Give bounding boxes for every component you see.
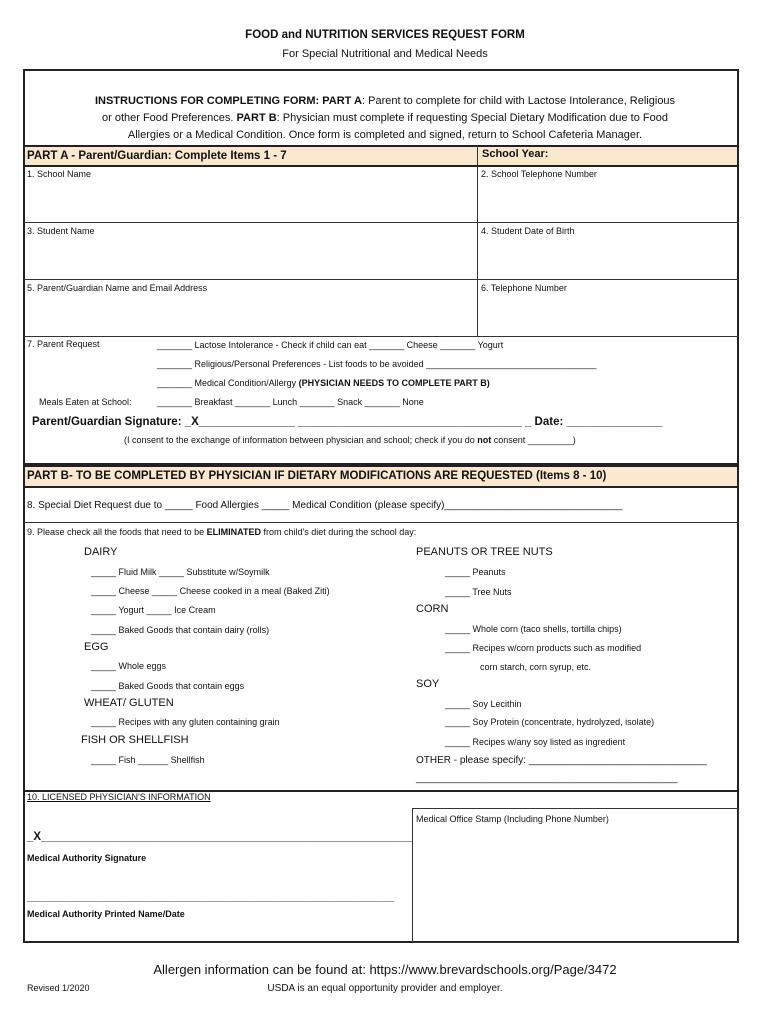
lactose-option[interactable]: _______ Lactose Intolerance - Check if child can eat _______ Cheese _______ Yogurt — [157, 340, 504, 350]
physician-printed-label: Medical Authority Printed Name/Date — [27, 909, 185, 919]
form-subtitle: For Special Nutritional and Medical Needs — [282, 48, 488, 60]
part-a-ref: PART A — [322, 95, 362, 107]
revised-date: Revised 1/2020 — [27, 983, 90, 993]
usda-statement: USDA is an equal opportunity provider and employer. — [267, 983, 503, 994]
corn-heading: CORN — [416, 603, 449, 615]
corn-item-2[interactable]: _____ Recipes w/corn products such as modified — [445, 643, 642, 653]
instructions-line2-start: or other Food Preferences. — [102, 112, 234, 124]
other-specify-line2[interactable]: _______________________________________________ — [416, 773, 678, 784]
consent-text-start: (I consent to the exchange of information between physician and school; check if you do — [124, 435, 478, 445]
wheat-item-1[interactable]: _____ Recipes with any gluten containing grain — [91, 717, 280, 727]
physician-signature-line[interactable]: _X__________________________________________________________ — [27, 831, 413, 843]
fish-item-1[interactable]: _____ Fish ______ Shellfish — [91, 755, 205, 765]
consent-not: not — [477, 435, 492, 445]
item9-start: 9. Please check all the foods that need to be — [27, 527, 207, 537]
dairy-heading: DAIRY — [84, 546, 118, 558]
physician-signature-label: Medical Authority Signature — [27, 853, 147, 863]
dairy-item-1[interactable]: _____ Fluid Milk _____ Substitute w/Soymilk — [91, 567, 270, 577]
school-name-field[interactable]: 1. School Name — [27, 169, 92, 179]
soy-item-3[interactable]: _____ Recipes w/any soy listed as ingredient — [445, 737, 626, 747]
fish-heading: FISH OR SHELLFISH — [81, 734, 189, 746]
soy-item-1[interactable]: _____ Soy Lecithin — [445, 699, 522, 709]
instructions-line1-rest: : Parent to complete for child with Lactose Intolerance, Religious — [362, 95, 676, 107]
instructions-line-3: Allergies or a Medical Condition. Once form is completed and signed, return to School Cafeteria Manager. — [127, 129, 643, 141]
medical-option[interactable] — [157, 378, 490, 389]
stamp-label: Medical Office Stamp (Including Phone Number) — [416, 814, 609, 824]
part-b-header: PART B- TO BE COMPLETED BY PHYSICIAN IF DIETARY MODIFICATIONS ARE REQUESTED (Items 8 - 10) — [27, 470, 607, 482]
stamp-box[interactable] — [412, 808, 739, 943]
egg-item-1[interactable]: _____ Whole eggs — [91, 661, 167, 671]
instructions-label: INSTRUCTIONS FOR COMPLETING FORM: — [94, 95, 320, 107]
row-divider-2 — [23, 279, 739, 280]
part-a-header: PART A - Parent/Guardian: Complete Items 1 - 7 — [27, 150, 287, 162]
school-phone-field[interactable]: 2. School Telephone Number — [481, 169, 597, 179]
medical-option-text: _______ Medical Condition/Allergy — [157, 378, 299, 388]
religious-option[interactable]: _______ Religious/Personal Preferences - List foods to be avoided __________________________________ — [157, 359, 597, 369]
other-specify[interactable]: OTHER - please specify: ________________________________ — [416, 755, 707, 766]
instructions-line-1 — [0, 94, 770, 108]
soy-item-2[interactable]: _____ Soy Protein (concentrate, hydrolyzed, isolate) — [445, 717, 655, 727]
dob-field[interactable]: 4. Student Date of Birth — [481, 226, 575, 236]
consent-line[interactable] — [124, 435, 576, 446]
row-divider-3 — [23, 336, 739, 337]
item9-bold: ELIMINATED — [206, 527, 261, 537]
instructions-line2-rest: : Physician must complete if requesting Special Dietary Modification due to Food — [276, 112, 668, 124]
dairy-item-4[interactable]: _____ Baked Goods that contain dairy (rolls) — [91, 625, 270, 635]
part-b-ref: PART B — [236, 112, 277, 124]
item9-end: from child's diet during the school day: — [260, 527, 417, 537]
student-name-field[interactable]: 3. Student Name — [27, 226, 95, 236]
corn-item-1[interactable]: _____ Whole corn (taco shells, tortilla chips) — [445, 624, 622, 634]
nuts-heading: PEANUTS OR TREE NUTS — [416, 546, 553, 558]
physician-printed-line[interactable]: ____________________________________________________________ — [27, 891, 395, 903]
meals-label: Meals Eaten at School: — [39, 397, 132, 407]
allergen-info: Allergen information can be found at: https://www.brevardschools.org/Page/3472 — [153, 962, 617, 977]
meals-options[interactable]: _______ Breakfast _______ Lunch _______ Snack _______ None — [157, 397, 424, 407]
school-year-label: School Year: — [482, 148, 549, 160]
soy-heading: SOY — [416, 678, 440, 690]
parent-signature-line[interactable]: Parent/Guardian Signature: _X_______________ ___________________________________ _ Date: _______________ — [32, 416, 663, 428]
dairy-item-2[interactable]: _____ Cheese _____ Cheese cooked in a meal (Baked Ziti) — [91, 586, 330, 596]
egg-item-2[interactable]: _____ Baked Goods that contain eggs — [91, 681, 245, 691]
nuts-item-1[interactable]: _____ Peanuts — [445, 567, 506, 577]
parent-name-field[interactable]: 5. Parent/Guardian Name and Email Address — [27, 283, 208, 293]
item8-line[interactable]: 8. Special Diet Request due to _____ Food Allergies _____ Medical Condition (please specify)________________________________ — [27, 500, 623, 511]
nuts-item-2[interactable]: _____ Tree Nuts — [445, 587, 512, 597]
part-a-column-divider — [477, 145, 478, 337]
wheat-heading: WHEAT/ GLUTEN — [84, 697, 174, 709]
egg-heading: EGG — [84, 641, 109, 653]
phone-field[interactable]: 6. Telephone Number — [481, 283, 567, 293]
medical-option-note: (PHYSICIAN NEEDS TO COMPLETE PART B) — [298, 378, 490, 388]
parent-request-label: 7. Parent Request — [27, 339, 100, 349]
instructions-line-2 — [0, 111, 770, 125]
corn-item-2-cont: corn starch, corn syrup, etc. — [480, 662, 592, 672]
physician-header: 10. LICENSED PHYSICIAN'S INFORMATION — [27, 792, 211, 802]
form-title: FOOD and NUTRITION SERVICES REQUEST FORM — [245, 29, 525, 41]
dairy-item-3[interactable]: _____ Yogurt _____ Ice Cream — [91, 605, 216, 615]
row-divider-1 — [23, 222, 739, 223]
consent-text-end: consent _________) — [491, 435, 576, 445]
item8-divider — [23, 522, 739, 523]
item9-line — [27, 527, 416, 538]
